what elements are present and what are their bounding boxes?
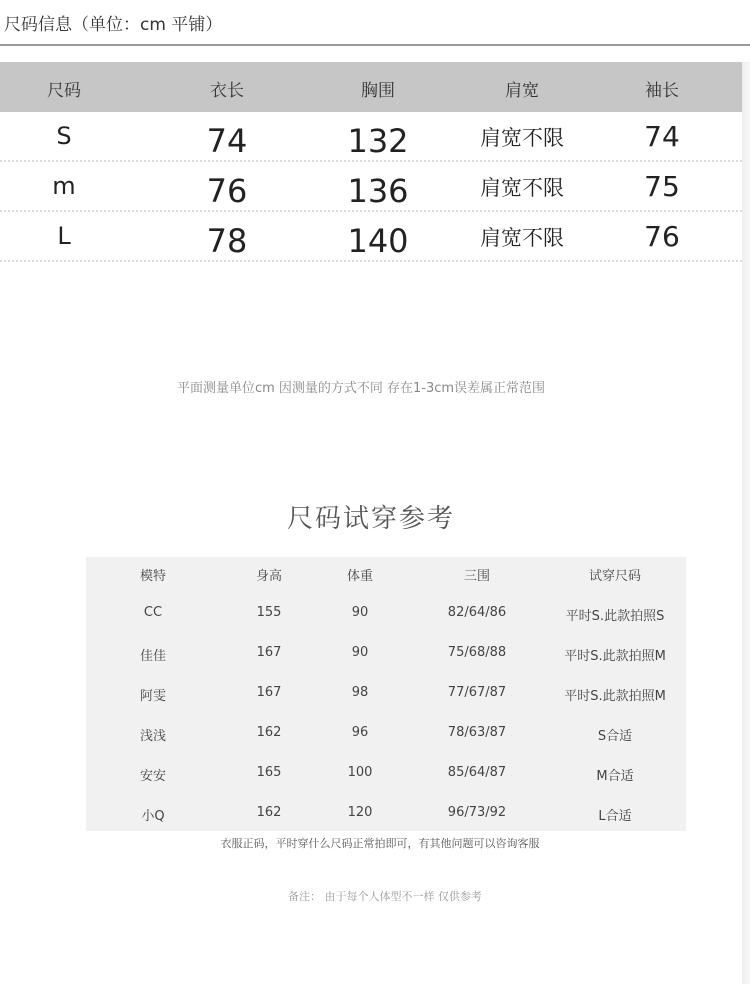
length-value: 74: [206, 122, 248, 160]
size-label: L: [57, 222, 71, 250]
tried-size-value: 平时S.此款拍照S: [565, 609, 665, 624]
table-row: [86, 757, 686, 797]
model-name: 佳佳: [139, 649, 167, 664]
table-row: [0, 112, 742, 162]
size-table: [0, 62, 742, 262]
sleeve-value: 74: [644, 120, 680, 153]
height-value: 167: [256, 645, 282, 660]
length-value: 78: [206, 222, 248, 260]
column-header: 胸围: [361, 81, 395, 101]
measurement-note: 平面测量单位cm 因测量的方式不同 存在1-3cm误差属正常范围: [176, 381, 546, 396]
page-title: 尺码信息（单位：cm 平铺）: [4, 15, 223, 35]
column-header: 体重: [346, 569, 374, 584]
height-value: 167: [256, 685, 282, 700]
measurements-value: 85/64/87: [447, 765, 507, 780]
measurements-value: 78/63/87: [447, 725, 507, 740]
chest-value: 132: [347, 122, 409, 160]
model-name: CC: [143, 605, 163, 620]
size-table-header: [0, 62, 742, 112]
tried-size-value: S合适: [597, 729, 633, 744]
measurements-value: 77/67/87: [447, 685, 507, 700]
size-label: m: [52, 172, 76, 200]
shoulder-value: 肩宽不限: [480, 176, 564, 200]
shoulder-value: 肩宽不限: [480, 126, 564, 150]
measurements-value: 82/64/86: [447, 605, 507, 620]
weight-value: 120: [347, 805, 373, 820]
table-row: [86, 717, 686, 757]
table-row: [86, 677, 686, 717]
table-row: [86, 797, 686, 837]
column-header: 尺码: [47, 81, 81, 101]
table-row: [0, 212, 742, 262]
measurements-value: 96/73/92: [447, 805, 507, 820]
length-value: 76: [206, 172, 248, 210]
table-row: [86, 637, 686, 677]
shoulder-value: 肩宽不限: [480, 226, 564, 250]
weight-value: 100: [347, 765, 373, 780]
size-label: S: [56, 122, 72, 150]
fit-reference-table: [86, 557, 686, 831]
chest-value: 140: [347, 222, 409, 260]
model-name: 小Q: [141, 809, 165, 824]
model-name: 浅浅: [139, 729, 167, 744]
height-value: 162: [256, 725, 282, 740]
table-row: [86, 597, 686, 637]
chest-value: 136: [347, 172, 409, 210]
height-value: 162: [256, 805, 282, 820]
size-advice-note: 衣服正码，平时穿什么尺码正常拍即可，有其他问题可以咨询客服: [220, 837, 540, 850]
sleeve-value: 75: [644, 170, 680, 203]
remark-note: 备注： 由于每个人体型不一样 仅供参考: [288, 890, 482, 903]
fit-reference-title: 尺码试穿参考: [286, 504, 455, 534]
fit-reference-header: [86, 557, 686, 597]
column-header: 衣长: [210, 81, 244, 101]
weight-value: 98: [351, 685, 369, 700]
height-value: 155: [256, 605, 282, 620]
sleeve-value: 76: [644, 220, 680, 253]
weight-value: 90: [351, 605, 369, 620]
measurements-value: 75/68/88: [447, 645, 507, 660]
model-name: 安安: [139, 769, 167, 784]
tried-size-value: M合适: [596, 769, 634, 784]
column-header: 肩宽: [505, 81, 539, 101]
height-value: 165: [256, 765, 282, 780]
tried-size-value: 平时S.此款拍照M: [564, 689, 666, 704]
weight-value: 96: [351, 725, 369, 740]
model-name: 阿雯: [139, 689, 167, 704]
tried-size-value: L合适: [598, 809, 632, 824]
table-row: [0, 162, 742, 212]
header: [0, 0, 750, 46]
column-header: 模特: [139, 569, 167, 584]
column-header: 袖长: [645, 81, 679, 101]
column-header: 三围: [463, 569, 491, 584]
tried-size-value: 平时S.此款拍照M: [564, 649, 666, 664]
column-header: 试穿尺码: [588, 569, 642, 584]
weight-value: 90: [351, 645, 369, 660]
column-header: 身高: [255, 569, 283, 584]
